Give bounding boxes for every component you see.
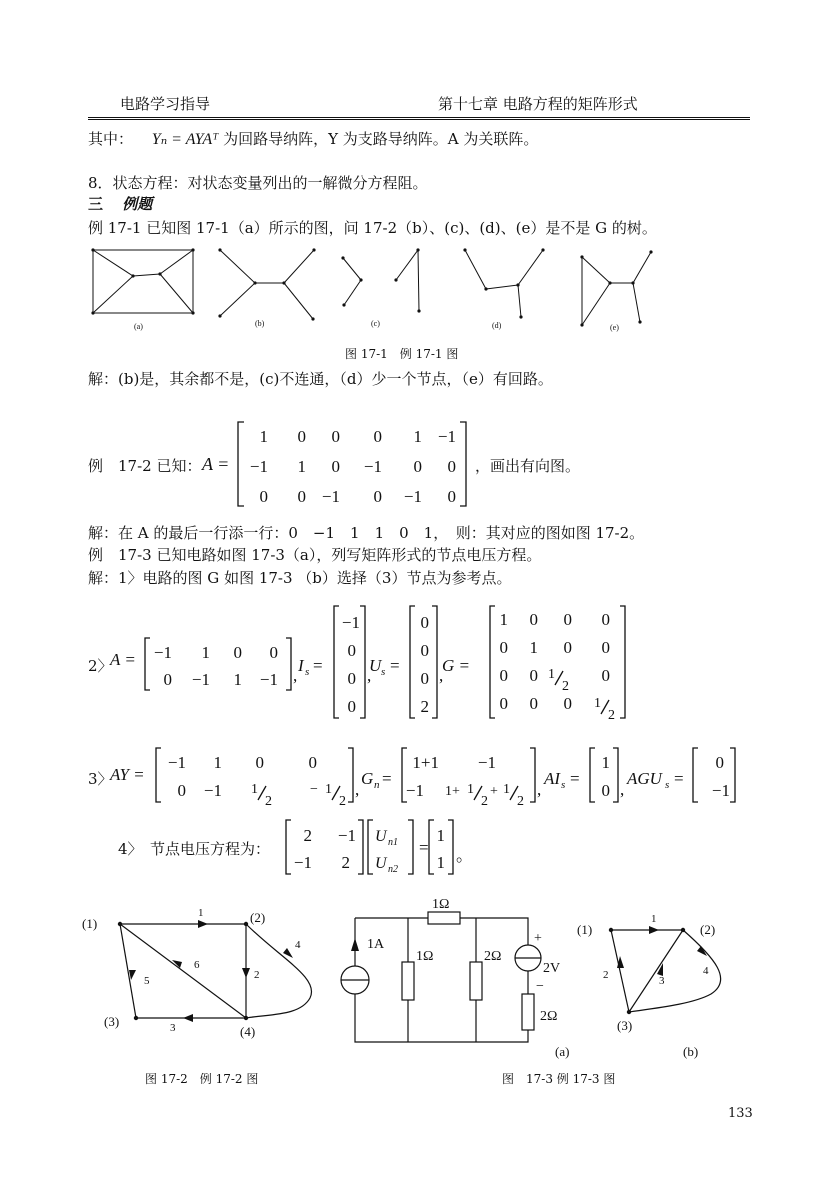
svg-text:0: 0	[563, 694, 572, 713]
solution-17-3-step1: 解：1〉电路的图 G 如图 17-3 （b）选择（3）节点为参考点。	[88, 569, 512, 587]
state-equation-line: 8．状态方程：对状态变量列出的一解微分方程阻。	[88, 174, 428, 192]
svg-text:,: ,	[367, 666, 372, 685]
svg-text:1: 1	[529, 638, 538, 657]
yn-formula: Yₙ = AYAᵀ	[151, 131, 219, 148]
svg-text:−: −	[310, 782, 318, 797]
fig3a-label-2V: 2V	[543, 961, 561, 976]
matrix-A-symbol: A =	[202, 454, 230, 474]
step-3-label: 3〉	[88, 770, 113, 788]
svg-text:=: =	[570, 769, 580, 788]
matrix-cell: 1	[259, 427, 268, 446]
fig3a-label-2ohm: 2Ω	[484, 949, 502, 964]
svg-text:2: 2	[562, 679, 569, 694]
svg-text:1: 1	[325, 782, 332, 797]
example-17-2-pre: 例 17-2 已知：	[88, 457, 202, 475]
svg-text:1: 1	[251, 782, 258, 797]
where-description: 为回路导纳阵，Y 为支路导纳阵。A 为关联阵。	[223, 130, 539, 148]
svg-text:0: 0	[177, 781, 186, 800]
fig2-node-2: (2)	[250, 910, 266, 925]
svg-text:0: 0	[563, 610, 572, 629]
fig1-label-a: (a)	[134, 322, 143, 331]
line-where	[88, 128, 538, 149]
svg-text:+: +	[490, 784, 498, 799]
svg-text:,: ,	[620, 780, 625, 799]
fig3b-branch-3: 3	[659, 975, 665, 987]
fig1-label-e: (e)	[610, 323, 619, 332]
fig3a-label-a: (a)	[555, 1044, 570, 1059]
fig2-branch-6: 6	[194, 959, 200, 971]
svg-text:−1: −1	[341, 613, 360, 632]
where-label: 其中：	[88, 130, 134, 148]
matrix-A-ex2	[234, 418, 474, 510]
svg-text:0: 0	[347, 697, 356, 716]
svg-text:1: 1	[467, 782, 474, 797]
svg-text:0: 0	[347, 669, 356, 688]
svg-text:=: =	[390, 656, 400, 675]
svg-text:=: =	[313, 656, 323, 675]
fig2-branch-1: 1	[198, 907, 204, 919]
svg-text:1+1: 1+1	[412, 753, 439, 772]
svg-text:0: 0	[163, 670, 172, 689]
figure-17-2	[80, 898, 340, 1048]
svg-text:n1: n1	[388, 837, 398, 848]
svg-text:=: =	[382, 769, 392, 788]
svg-text:I: I	[298, 656, 304, 675]
matrix-cell: 0	[373, 487, 382, 506]
svg-text:U: U	[375, 855, 387, 872]
fig3a-label-top-1ohm: 1Ω	[432, 897, 450, 912]
svg-text:U: U	[369, 656, 382, 675]
svg-text:−1: −1	[405, 781, 424, 800]
fig3a-plus: +	[534, 931, 542, 946]
svg-text:n2: n2	[388, 864, 398, 875]
matrix-cell: −1	[437, 427, 456, 446]
svg-text:1+: 1+	[445, 784, 460, 799]
svg-text:AI: AI	[544, 769, 561, 788]
matrix-cell: 1	[413, 427, 422, 446]
svg-text:0: 0	[420, 641, 429, 660]
svg-text:−1: −1	[167, 753, 186, 772]
svg-text:−1: −1	[191, 670, 210, 689]
step-2-label: 2〉	[88, 657, 113, 675]
matrix-cell: 0	[331, 457, 340, 476]
matrix-cell: 0	[413, 457, 422, 476]
fig1-label-b: (b)	[255, 319, 265, 328]
svg-text:1: 1	[601, 753, 610, 772]
fig2-branch-3: 3	[170, 1022, 176, 1034]
fig3a-label-1A: 1A	[367, 937, 385, 952]
example-17-1: 例 17-1 已知图 17-1（a）所示的图，问 17-2（b）、(c)、(d)、(e）是不是 G 的树。	[88, 219, 657, 237]
header-rule-2	[88, 119, 750, 120]
matrix-cell: 0	[297, 487, 306, 506]
svg-text:0: 0	[601, 638, 610, 657]
svg-text:,: ,	[355, 780, 360, 799]
fig3b-branch-1: 1	[651, 913, 657, 925]
fig3b-node-3: (3)	[617, 1018, 633, 1033]
svg-text:2: 2	[265, 794, 272, 809]
svg-text:。: 。	[456, 846, 473, 865]
matrix-cell: 0	[447, 487, 456, 506]
example-17-2-label	[88, 455, 201, 476]
svg-text:G =: G =	[442, 656, 470, 675]
svg-text:0: 0	[529, 610, 538, 629]
section-number: 三	[88, 195, 104, 213]
svg-text:,: ,	[439, 666, 444, 685]
matrix-cell: 1	[297, 457, 306, 476]
fig3b-node-2: (2)	[700, 922, 716, 937]
svg-text:G: G	[361, 769, 374, 788]
svg-text:2: 2	[339, 794, 346, 809]
svg-text:n: n	[374, 779, 380, 791]
fig2-node-4: (4)	[240, 1024, 256, 1039]
fig2-branch-2: 2	[254, 969, 260, 981]
svg-text:0: 0	[420, 669, 429, 688]
svg-text:0: 0	[601, 666, 610, 685]
fig1-label-c: (c)	[371, 319, 380, 328]
svg-text:0: 0	[529, 694, 538, 713]
svg-text:2: 2	[303, 826, 312, 845]
fig3a-label-1ohm: 1Ω	[416, 949, 434, 964]
svg-text:1: 1	[436, 826, 445, 845]
matrix-cell: 0	[331, 427, 340, 446]
matrix-cell: −1	[321, 487, 340, 506]
svg-text:0: 0	[499, 666, 508, 685]
fig2-node-1: (1)	[82, 916, 98, 931]
matrix-cell: 0	[259, 487, 268, 506]
svg-text:s: s	[665, 779, 670, 791]
svg-text:−1: −1	[203, 781, 222, 800]
svg-text:=: =	[674, 769, 684, 788]
figure-17-3-caption: 图 17-3 例 17-3 图	[502, 1072, 616, 1086]
solution-17-2: 解：在 A 的最后一行添一行：0 −1 1 1 0 1， 则：其对应的图如图 17-2。	[88, 524, 645, 542]
svg-text:0: 0	[233, 643, 242, 662]
matrix-cell: −1	[403, 487, 422, 506]
svg-text:2: 2	[420, 697, 429, 716]
example-17-3: 例 17-3 已知电路如图 17-3（a），列写矩阵形式的节点电压方程。	[88, 546, 542, 564]
example-17-2-post: ，画出有向图。	[475, 457, 581, 475]
fig2-node-3: (3)	[104, 1014, 120, 1029]
svg-text:−1: −1	[711, 781, 730, 800]
svg-text:2: 2	[341, 853, 350, 872]
svg-text:2: 2	[481, 794, 488, 809]
fig3b-label-b: (b)	[683, 1044, 699, 1059]
header-right: 第十七章 电路方程的矩阵形式	[438, 95, 638, 113]
matrix-cell: −1	[363, 457, 382, 476]
step-3-matrices	[110, 740, 750, 810]
fig3b-branch-2: 2	[603, 969, 609, 981]
svg-text:1: 1	[436, 853, 445, 872]
svg-text:=: =	[419, 838, 429, 857]
svg-text:AY =: AY =	[110, 765, 145, 784]
fig3a-minus: −	[536, 979, 544, 994]
svg-text:0: 0	[347, 641, 356, 660]
svg-text:0: 0	[601, 781, 610, 800]
svg-text:1: 1	[503, 782, 510, 797]
svg-text:0: 0	[269, 643, 278, 662]
svg-text:0: 0	[499, 694, 508, 713]
svg-text:0: 0	[601, 610, 610, 629]
svg-text:A =: A =	[110, 650, 136, 669]
section-title-text: 例题	[122, 195, 153, 213]
figure-17-3b-graph	[575, 898, 735, 1058]
svg-text:1: 1	[594, 696, 601, 711]
svg-text:0: 0	[499, 638, 508, 657]
fig1-label-d: (d)	[492, 321, 502, 330]
fig3b-node-1: (1)	[577, 922, 593, 937]
fig2-branch-5: 5	[144, 975, 150, 987]
svg-text:s: s	[305, 666, 310, 678]
svg-text:−1: −1	[293, 853, 312, 872]
figure-17-1-caption: 图 17-1 例 17-1 图	[345, 347, 459, 361]
header-rule	[88, 117, 750, 118]
svg-text:AGU: AGU	[627, 769, 662, 788]
fig2-branch-4: 4	[295, 939, 301, 951]
svg-text:0: 0	[308, 753, 317, 772]
svg-text:2: 2	[517, 794, 524, 809]
svg-text:2: 2	[608, 708, 615, 723]
figure-17-2-caption: 图 17-2 例 17-2 图	[145, 1072, 259, 1086]
svg-text:0: 0	[420, 613, 429, 632]
svg-text:−1: −1	[259, 670, 278, 689]
step-2-matrices	[110, 598, 640, 728]
svg-text:−1: −1	[477, 753, 496, 772]
svg-text:U: U	[375, 828, 387, 845]
svg-text:s: s	[381, 666, 386, 678]
svg-text:0: 0	[715, 753, 724, 772]
svg-text:1: 1	[201, 643, 210, 662]
svg-text:1: 1	[213, 753, 222, 772]
svg-text:1: 1	[233, 670, 242, 689]
fig3a-label-2ohm-right: 2Ω	[540, 1009, 558, 1024]
page-number: 133	[728, 1106, 753, 1121]
matrix-cell: 0	[447, 457, 456, 476]
matrix-cell: 0	[297, 427, 306, 446]
matrix-cell: 0	[373, 427, 382, 446]
svg-text:0: 0	[255, 753, 264, 772]
matrix-cell: −1	[249, 457, 268, 476]
svg-text:1: 1	[499, 610, 508, 629]
fig3b-branch-4: 4	[703, 965, 709, 977]
svg-text:,: ,	[537, 780, 542, 799]
step-4-equation	[282, 816, 473, 878]
solution-17-1: 解：(b)是，其余都不是，(c)不连通，（d）少一个节点，（e）有回路。	[88, 370, 553, 388]
svg-text:1: 1	[548, 667, 555, 682]
svg-text:,: ,	[293, 666, 298, 685]
header-left: 电路学习指导	[120, 95, 211, 113]
figure-17-1	[88, 243, 688, 340]
svg-text:−1: −1	[153, 643, 172, 662]
section-title	[88, 193, 152, 214]
svg-text:0: 0	[529, 666, 538, 685]
step-4-label: 4〉 节点电压方程为：	[118, 840, 271, 858]
svg-text:s: s	[561, 779, 566, 791]
svg-text:−1: −1	[337, 826, 356, 845]
svg-text:0: 0	[563, 638, 572, 657]
figure-17-3a-circuit	[340, 896, 580, 1066]
